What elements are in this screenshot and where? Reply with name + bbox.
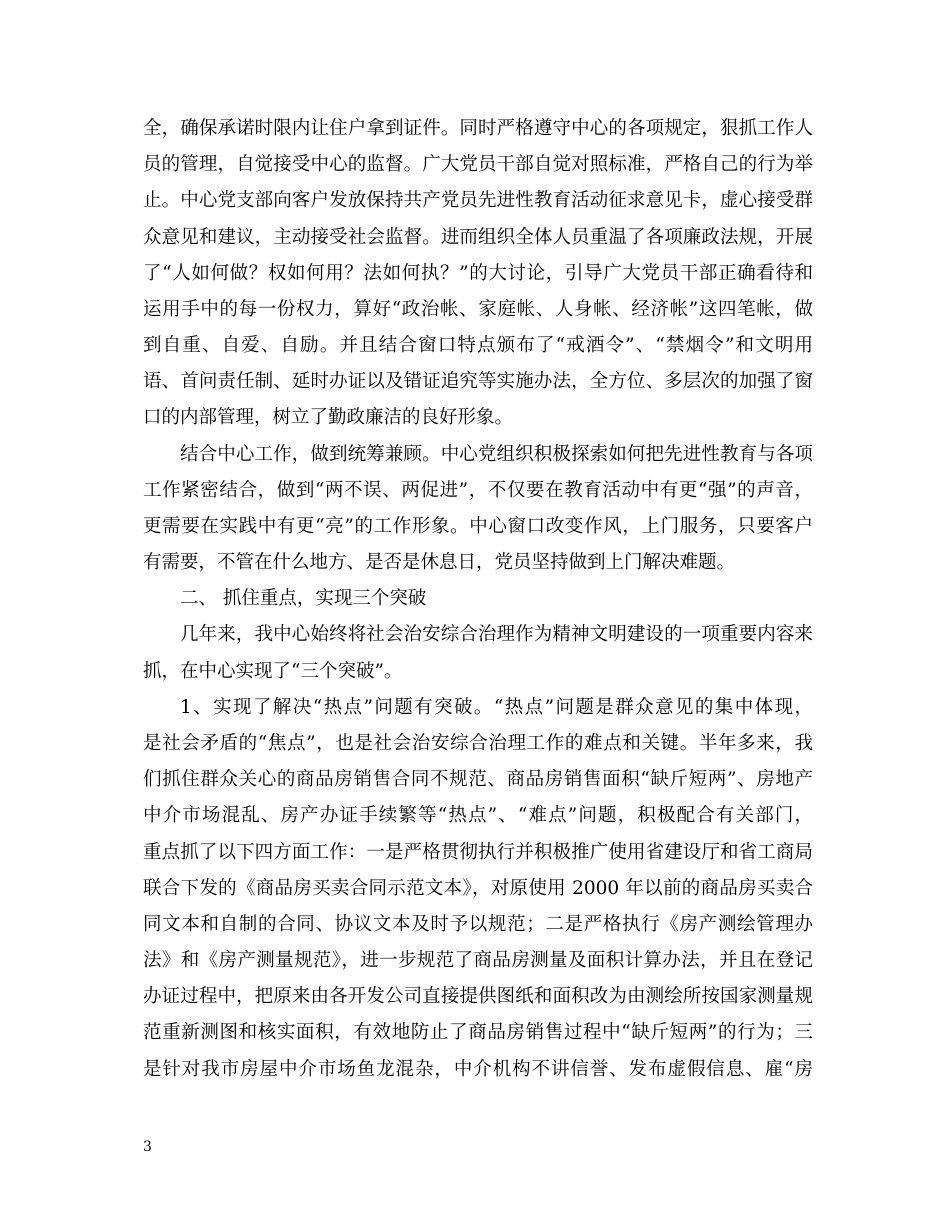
body-text-line: 联合下发的《商品房买卖合同示范文本》，对原使用 2000 年以前的商品房买卖合 bbox=[143, 878, 813, 899]
body-text-line: 运用手中的每一份权力，算好“政治帐、家庭帐、人身帐、经济帐”这四笔帐，做 bbox=[143, 299, 813, 320]
body-text-line: 更需要在实践中有更“亮”的工作形象。中心窗口改变作风，上门服务，只要客户 bbox=[143, 516, 813, 537]
body-text-line: 法》和《房产测量规范》，进一步规范了商品房测量及面积计算办法，并且在登记 bbox=[143, 950, 813, 971]
body-text-line: 工作紧密结合，做到“两不误、两促进”，不仅要在教育活动中有更“强”的声音， bbox=[143, 480, 813, 501]
paragraph-first-line: 结合中心工作，做到统筹兼顾。中心党组织积极探索如何把先进性教育与各项 bbox=[180, 444, 813, 465]
body-text-line: 众意见和建议，主动接受社会监督。进而组织全体人员重温了各项廉政法规，开展 bbox=[143, 227, 813, 248]
body-text-line: 全，确保承诺时限内让住户拿到证件。同时严格遵守中心的各项规定，狠抓工作人 bbox=[143, 118, 813, 139]
paragraph-end-line: 口的内部管理，树立了勤政廉洁的良好形象。 bbox=[143, 407, 514, 428]
body-text-line: 们抓住群众关心的商品房销售合同不规范、商品房销售面积“缺斤短两”、房地产 bbox=[143, 769, 813, 790]
page-number: 3 bbox=[143, 1139, 152, 1155]
section-heading: 二、 抓住重点，实现三个突破 bbox=[180, 588, 427, 609]
body-text-line: 语、首问责任制、延时办证以及错证追究等实施办法，全方位、多层次的加强了窗 bbox=[143, 371, 813, 392]
body-text-line: 了“人如何做？权如何用？法如何执？”的大讨论，引导广大党员干部正确看待和 bbox=[143, 263, 813, 284]
paragraph-first-line: 1、实现了解决“热点”问题有突破。“热点”问题是群众意见的集中体现， bbox=[180, 697, 813, 718]
body-text-line: 员的管理，自觉接受中心的监督。广大党员干部自觉对照标准，严格自己的行为举 bbox=[143, 154, 813, 175]
body-text-line: 止。中心党支部向客户发放保持共产党员先进性教育活动征求意见卡，虚心接受群 bbox=[143, 190, 813, 211]
body-text-line: 重点抓了以下四方面工作：一是严格贯彻执行并积极推广使用省建设厅和省工商局 bbox=[143, 842, 813, 863]
paragraph-end-line: 有需要，不管在什么地方、是否是休息日，党员坚持做到上门解决难题。 bbox=[143, 552, 736, 573]
body-text-line: 办证过程中，把原来由各开发公司直接提供图纸和面积改为由测绘所按国家测量规 bbox=[143, 986, 813, 1007]
paragraph-first-line: 几年来，我中心始终将社会治安综合治理作为精神文明建设的一项重要内容来 bbox=[180, 624, 813, 645]
body-text-line: 是针对我市房屋中介市场鱼龙混杂，中介机构不讲信誉、发布虚假信息、雇“房 bbox=[143, 1059, 813, 1080]
paragraph-end-line: 抓，在中心实现了“三个突破”。 bbox=[143, 661, 403, 682]
body-text-line: 到自重、自爱、自励。并且结合窗口特点颁布了“戒酒令”、“禁烟令”和文明用 bbox=[143, 335, 813, 356]
body-text-line: 中介市场混乱、房产办证手续繁等“热点”、“难点”问题，积极配合有关部门， bbox=[143, 805, 813, 826]
body-text-line: 范重新测图和核实面积，有效地防止了商品房销售过程中“缺斤短两”的行为；三 bbox=[143, 1022, 813, 1043]
body-text-line: 是社会矛盾的“焦点”，也是社会治安综合治理工作的难点和关键。半年多来，我 bbox=[143, 733, 813, 754]
body-text-line: 同文本和自制的合同、协议文本及时予以规范；二是严格执行《房产测绘管理办 bbox=[143, 914, 813, 935]
